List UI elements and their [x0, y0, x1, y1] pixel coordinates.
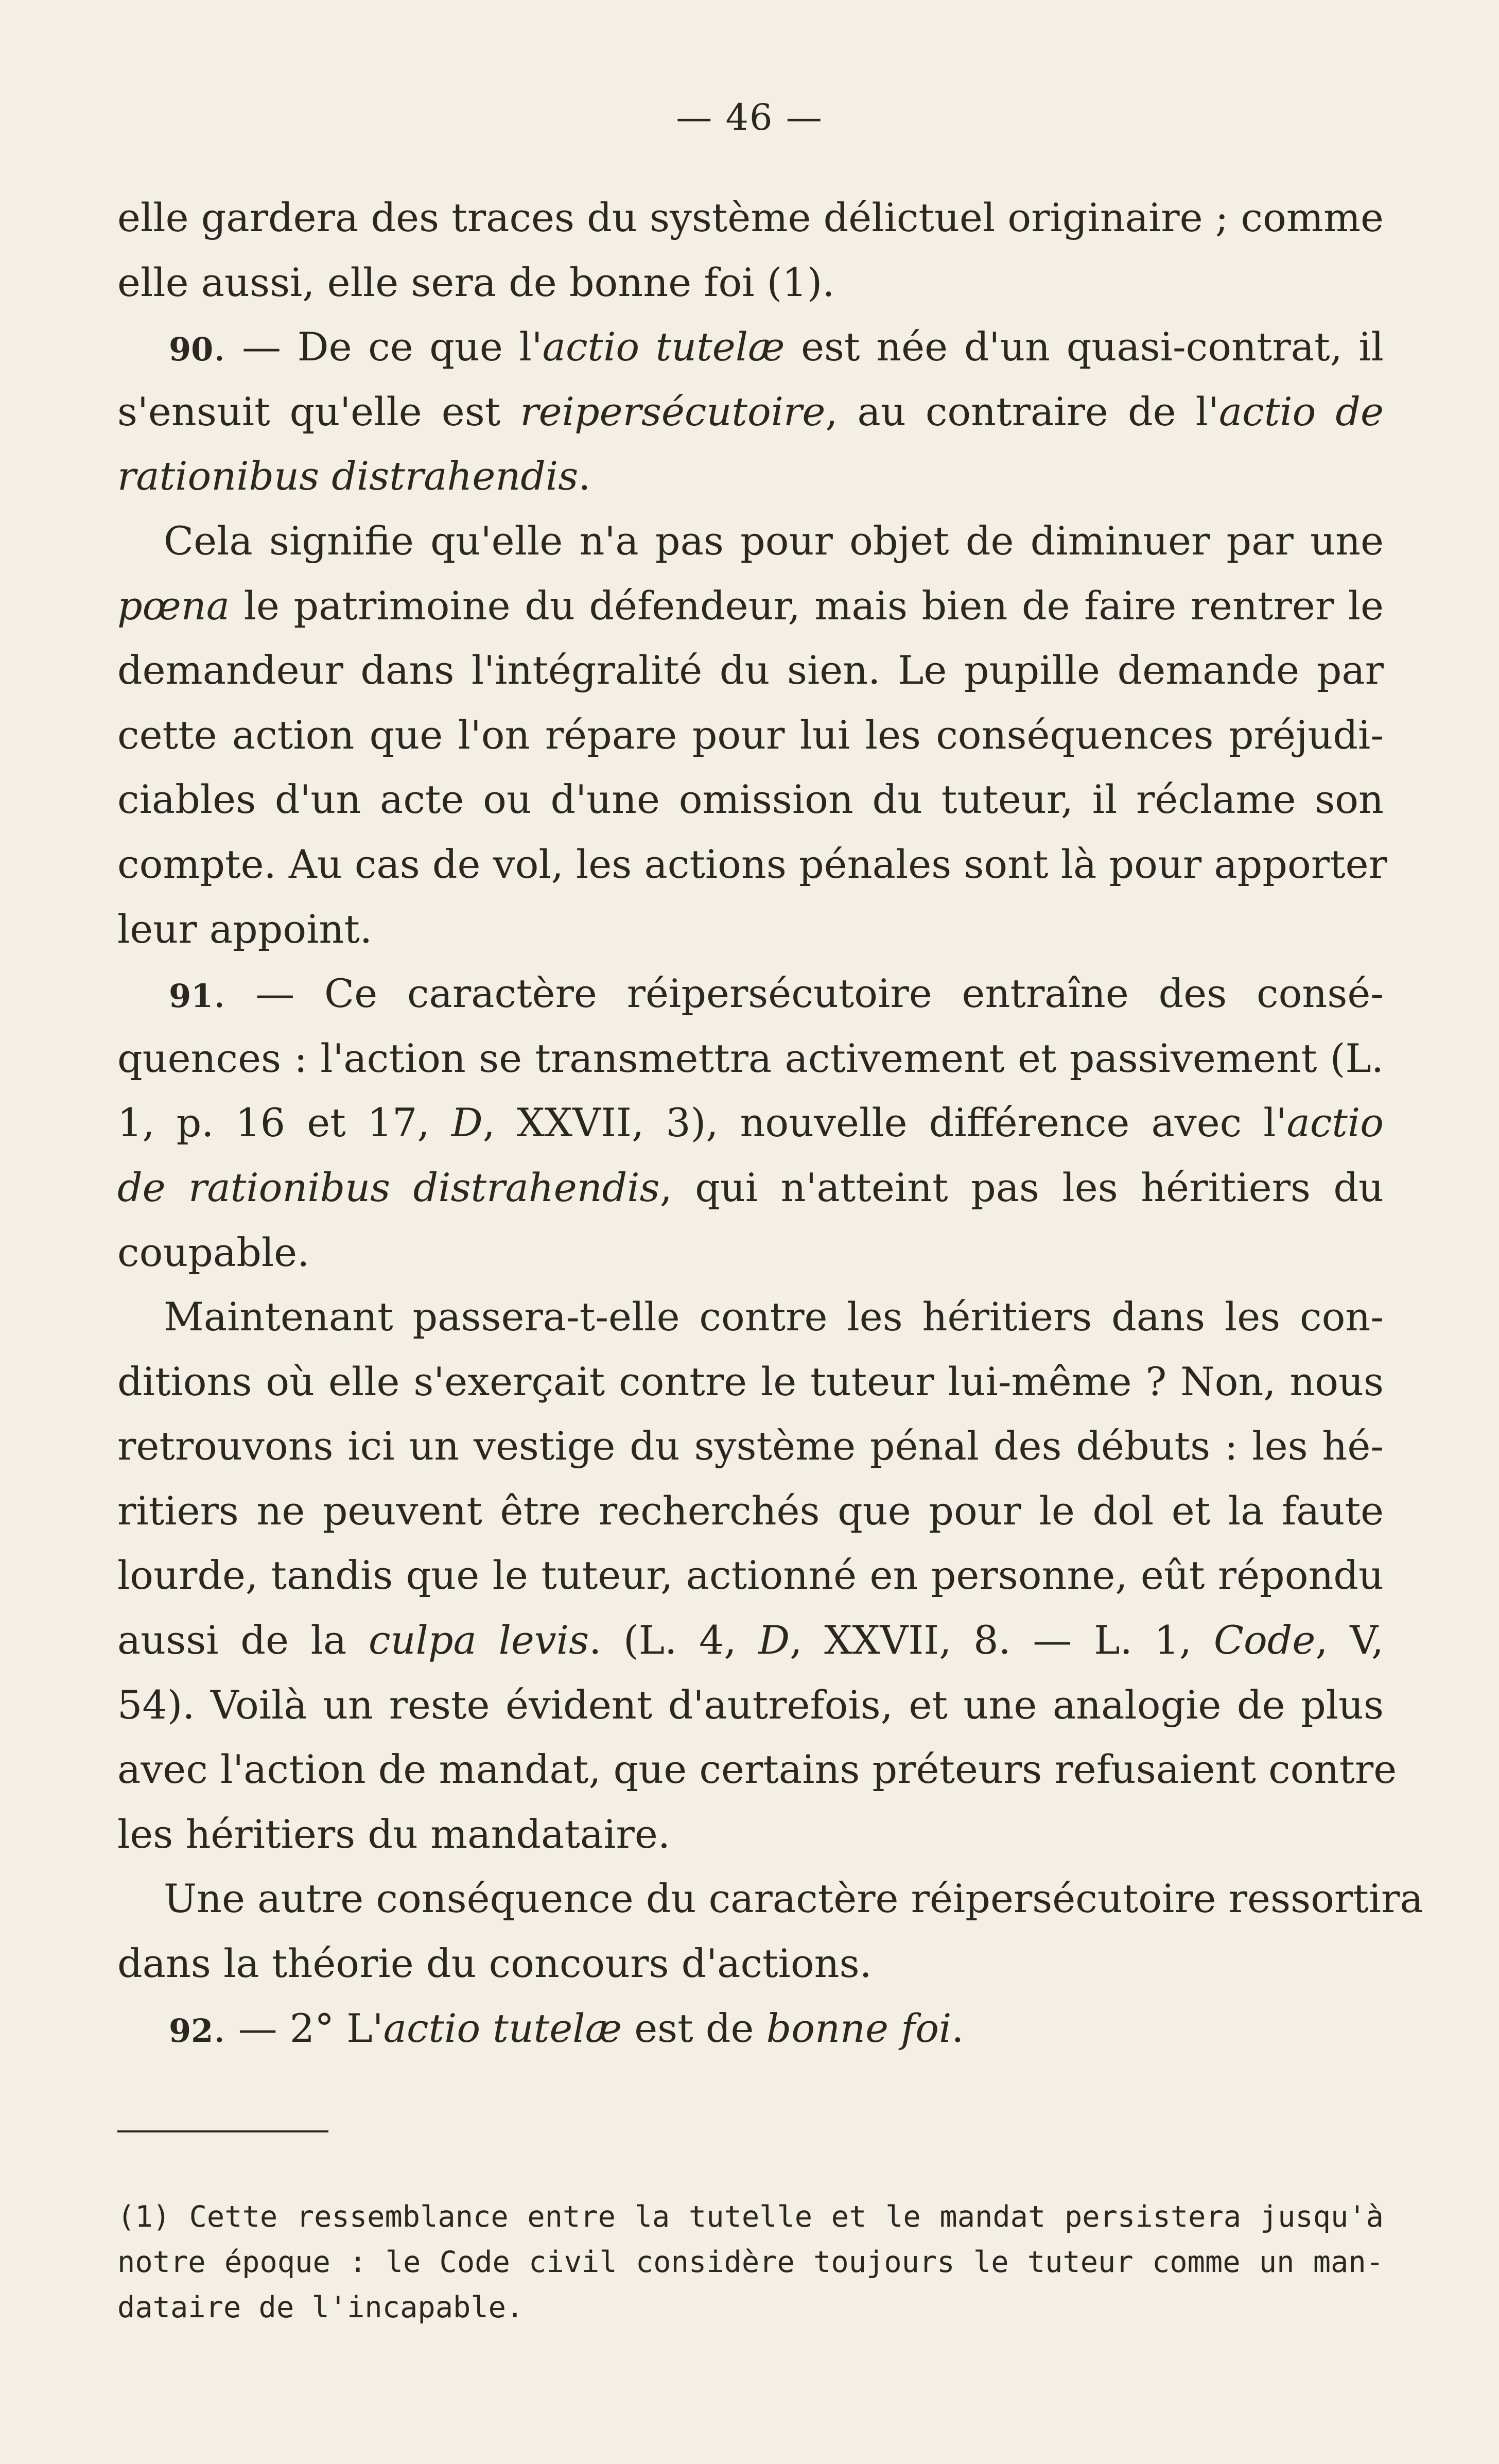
italic-term: actio tutelæ — [383, 2005, 622, 2051]
text-span: est née d'un quasi-contrat, il — [785, 324, 1384, 370]
italic-term: pœna — [117, 582, 230, 629]
italic-term: culpa levis — [369, 1617, 589, 1663]
italic-term: de rationibus distrahendis — [117, 1164, 660, 1210]
text-line — [117, 1349, 1384, 1414]
text-line — [117, 1414, 1384, 1479]
text-line — [117, 1220, 1384, 1285]
footnote-line — [117, 2285, 1384, 2330]
text-line — [117, 1673, 1384, 1738]
text-span: (1) Cette ressemblance entre la tutelle et le mandat persistera jusqu'à — [117, 2200, 1384, 2234]
text-span: quences : l'action se transmettra activement et passivement (L. — [117, 1035, 1384, 1081]
text-line — [117, 1479, 1384, 1543]
text-line — [117, 185, 1384, 250]
text-line — [117, 574, 1384, 638]
text-span: Maintenant passera-t-elle contre les héritiers dans les con- — [164, 1294, 1384, 1340]
section-91-heading — [117, 961, 1384, 1026]
text-span: cette action que l'on répare pour lui les conséquences préjudi- — [117, 712, 1384, 758]
page-number: — 46 — — [676, 96, 823, 138]
text-span: aussi de la — [117, 1617, 369, 1663]
text-line — [117, 897, 1384, 962]
paragraph-start — [117, 1866, 1423, 1931]
text-line — [117, 250, 1384, 315]
text-line — [117, 1026, 1384, 1091]
text-span: notre époque : le Code civil considère toujours le tuteur comme un man- — [117, 2245, 1384, 2279]
text-span: retrouvons ici un vestige du système pénal des débuts : les hé- — [117, 1423, 1384, 1469]
text-span: . — 2° L' — [213, 2005, 384, 2051]
text-span: le patrimoine du défendeur, mais bien de faire rentrer le — [230, 582, 1384, 629]
text-span: 54). Voilà un reste évident d'autrefois, et une analogie de plus — [117, 1681, 1384, 1728]
text-line — [117, 638, 1384, 703]
text-span: les héritiers du mandataire. — [117, 1811, 670, 1857]
text-span: ditions où elle s'exerçait contre le tuteur lui-même ? Non, nous — [117, 1358, 1384, 1404]
italic-term: Code — [1213, 1617, 1316, 1663]
italic-term: D — [451, 1100, 483, 1146]
text-span: ritiers ne peuvent être recherchés que pour le dol et la faute — [117, 1487, 1384, 1534]
text-span: demandeur dans l'intégralité du sien. Le pupille demande par — [117, 647, 1384, 693]
text-span: , V, — [1315, 1617, 1384, 1663]
text-span: ciables d'un acte ou d'une omission du tuteur, il réclame son — [117, 776, 1384, 823]
text-span: dans la théorie du concours d'actions. — [117, 1940, 872, 1987]
text-span: , XXVII, 8. — L. 1, — [790, 1617, 1214, 1663]
italic-term: actio de — [1218, 388, 1384, 435]
footnote-line — [117, 2194, 1384, 2240]
text-span: avec l'action de mandat, que certains préteurs refusaient contre — [117, 1746, 1397, 1793]
text-span: . (L. 4, — [589, 1617, 759, 1663]
text-line — [117, 1608, 1384, 1673]
text-span: s'ensuit qu'elle est — [117, 388, 520, 435]
section-92-heading — [117, 1996, 1384, 2061]
text-line — [117, 1802, 1384, 1867]
footnote — [117, 2194, 1384, 2330]
text-line — [117, 379, 1384, 444]
text-line — [117, 1543, 1384, 1608]
text-span: . — [578, 453, 591, 499]
italic-term: reipersécutoire — [520, 388, 826, 435]
text-line — [117, 444, 1384, 509]
section-number: 90 — [169, 331, 214, 369]
text-span: Une autre conséquence du caractère réipersécutoire ressortira — [164, 1876, 1423, 1922]
text-span: est de — [622, 2005, 766, 2051]
text-span: lourde, tandis que le tuteur, actionné en personne, eût répondu — [117, 1552, 1384, 1599]
footnote-divider — [117, 2130, 328, 2132]
italic-term: actio — [1286, 1100, 1384, 1146]
text-span: 1, p. 16 et 17, — [117, 1100, 451, 1146]
text-line — [117, 703, 1384, 768]
section-number: 92 — [169, 2011, 214, 2050]
text-span: Cela signifie qu'elle n'a pas pour objet de diminuer par une — [164, 517, 1384, 564]
text-span: . — Ce caractère réipersécutoire entraîne des consé- — [213, 970, 1384, 1017]
italic-term: D — [758, 1617, 790, 1663]
paragraph-start — [117, 1285, 1384, 1349]
section-number: 91 — [169, 977, 214, 1015]
text-span: leur appoint. — [117, 906, 373, 952]
footnote-line — [117, 2240, 1384, 2285]
text-line — [117, 1090, 1384, 1155]
italic-term: rationibus distrahendis — [117, 453, 579, 499]
text-span: elle aussi, elle sera de bonne foi (1). — [117, 259, 835, 305]
text-span: , au contraire de l' — [825, 388, 1219, 435]
text-span: dataire de l'incapable. — [117, 2291, 524, 2324]
text-span: elle gardera des traces du système délictuel originaire ; comme — [117, 195, 1384, 240]
text-span: . — De ce que l' — [213, 324, 543, 370]
paragraph-start — [117, 509, 1384, 574]
text-line — [117, 1155, 1384, 1220]
text-line — [117, 832, 1387, 897]
italic-term: bonne foi — [766, 2005, 952, 2051]
text-line — [117, 1737, 1397, 1802]
text-span: , qui n'atteint pas les héritiers du — [659, 1164, 1384, 1210]
text-span: coupable. — [117, 1229, 310, 1275]
body-text — [117, 185, 1423, 2060]
text-span: , XXVII, 3), nouvelle différence avec l' — [482, 1100, 1287, 1146]
section-90-heading — [117, 315, 1384, 379]
text-line — [117, 1931, 1384, 1996]
text-line — [117, 767, 1384, 832]
text-span: compte. Au cas de vol, les actions pénales sont là pour apporter — [117, 841, 1387, 887]
text-span: . — [951, 2005, 964, 2051]
italic-term: actio tutelæ — [542, 324, 785, 370]
